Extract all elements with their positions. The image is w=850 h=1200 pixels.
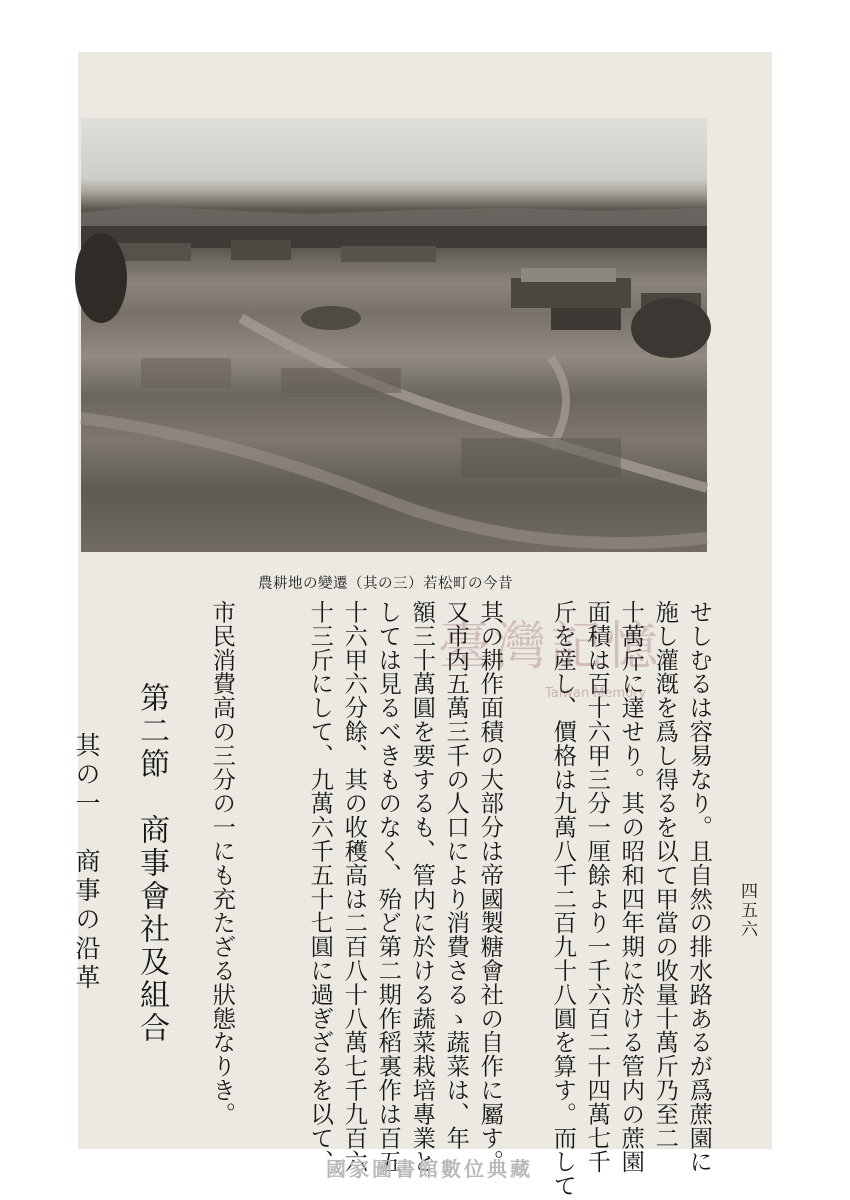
body-text-column: 額三十萬圓を要するも、管内に於ける蔬菜栽培專業と	[408, 600, 436, 1174]
section-heading: 第二節 商事會社及組合	[134, 682, 169, 1045]
landscape-photograph	[81, 118, 707, 552]
body-text-column: 其の耕作面積の大部分は帝國製糖會社の自作に屬す。	[476, 600, 504, 1174]
section-subheading: 其の一 商事の沿革	[72, 732, 101, 993]
body-text-column: しては見るべきものなく、殆ど第二期作稻裏作は百五	[374, 600, 402, 1174]
body-text-column: 施し灌漑を爲し得るを以て甲當の收量十萬斤乃至二	[651, 600, 679, 1150]
photo-scenery	[81, 118, 707, 552]
body-text-column: 十萬斤に達せり。其の昭和四年期に於ける管内の蔗園	[617, 600, 645, 1174]
watermark-subtitle: Taiwan Memory	[545, 686, 647, 701]
photo-caption: 農耕地の變遷（其の三）若松町の今昔	[258, 576, 513, 592]
body-text-column: せしむるは容易なり。且自然の排水路あるが爲蔗園に	[685, 600, 713, 1174]
body-text-column: 十三斤にして、九萬六千五十七圓に過ぎざるを以て、	[306, 600, 334, 1174]
archive-stamp: 國家圖書館數位典藏	[326, 1157, 533, 1181]
body-text-column: 面積は百十六甲三分一厘餘より一千六百二十四萬七千	[583, 600, 611, 1174]
page-number: 四五六	[737, 882, 757, 939]
body-text-column: 又市内五萬三千の人口により消費さるゝ蔬菜は、年	[442, 600, 470, 1150]
body-text-column: 市民消費高の三分の一にも充たざる狀態なりき。	[208, 600, 236, 1126]
body-text-column: 斤を産し、價格は九萬八千二百九十八圓を算す。而して	[549, 600, 577, 1198]
watermark-logo: 臺灣記憶	[438, 617, 663, 677]
body-text-column: 十六甲六分餘、其の收穫高は二百八十八萬七千九百六	[340, 600, 368, 1174]
